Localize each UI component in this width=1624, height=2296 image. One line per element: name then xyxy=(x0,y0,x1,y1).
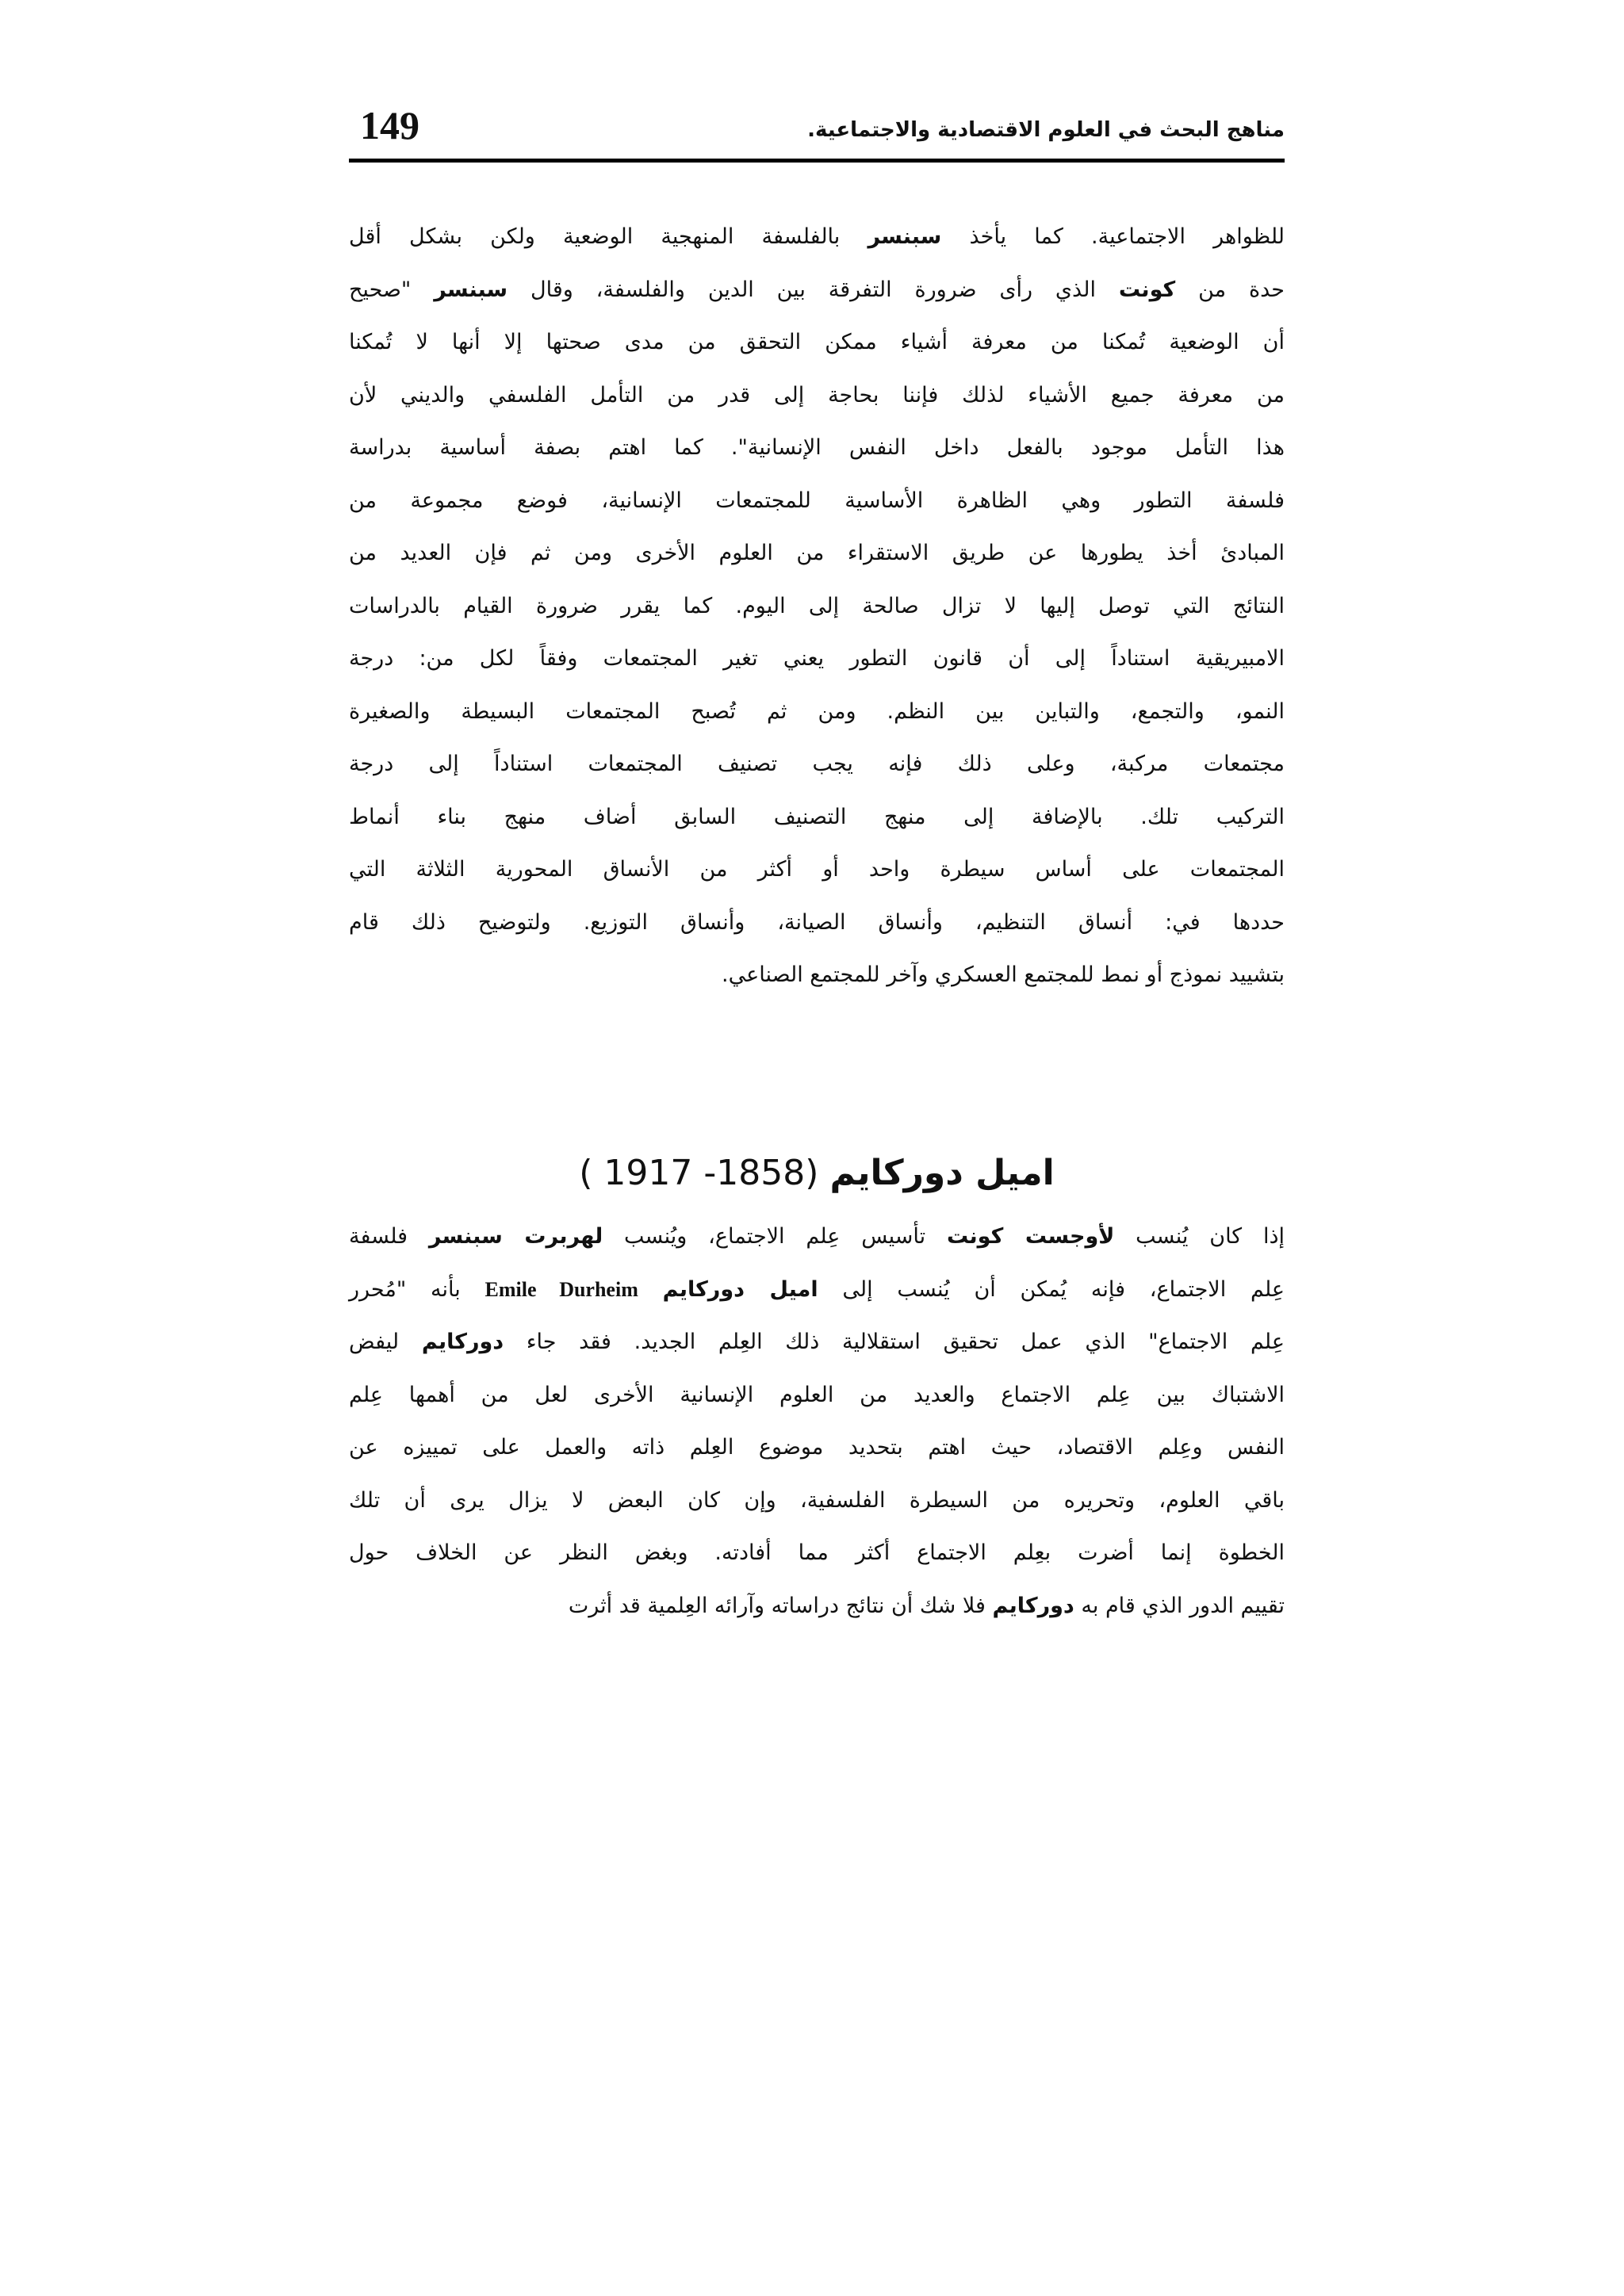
text-line xyxy=(349,1264,1285,1317)
text-run: النفس وعِلم الاقتصاد، حيث اهتم بتحديد موضوع العِلم ذاته والعمل على تمييزه عن xyxy=(349,1435,1285,1460)
text-line xyxy=(349,316,1285,369)
page-number: 149 xyxy=(360,103,419,147)
text-line xyxy=(349,1369,1285,1422)
text-line xyxy=(349,1580,1285,1633)
text-run: المبادئ أخذ يطورها عن طريق الاستقراء من العلوم الأخرى ومن ثم فإن العديد من xyxy=(349,541,1285,565)
text-run: تأسيس عِلم الاجتماع، ويُنسب xyxy=(603,1224,947,1249)
paragraph-spencer xyxy=(349,211,1285,1002)
latin-name: Emile Durheim xyxy=(485,1277,638,1301)
bold-name: دوركايم xyxy=(421,1330,504,1354)
running-title: مناهج البحث في العلوم الاقتصادية والاجتماعية. xyxy=(807,118,1285,142)
header-rule xyxy=(349,159,1285,163)
text-run: الاشتباك بين عِلم الاجتماع والعديد من العلوم الإنسانية الأخرى لعل من أهمها عِلم xyxy=(349,1382,1285,1407)
text-line xyxy=(349,949,1285,1002)
text-line xyxy=(349,1422,1285,1475)
text-line xyxy=(349,897,1285,950)
text-run: الذي رأى ضرورة التفرقة بين الدين والفلسفة، وقال xyxy=(508,277,1119,302)
text-run: بالفلسفة المنهجية الوضعية ولكن بشكل أقل xyxy=(349,224,868,249)
text-run: بتشييد نموذج أو نمط للمجتمع العسكري وآخر للمجتمع الصناعي. xyxy=(722,962,1285,987)
text-line xyxy=(349,1475,1285,1528)
text-run: من معرفة جميع الأشياء لذلك فإننا بحاجة إلى قدر من التأمل الفلسفي والديني لأن xyxy=(349,382,1285,408)
bold-name: لهربرت سبنسر xyxy=(428,1224,603,1249)
text-run: بأنه "مُحرر xyxy=(349,1276,485,1302)
bold-name: سبنسر xyxy=(868,224,942,249)
page-header xyxy=(349,101,1285,162)
text-line xyxy=(349,633,1285,686)
text-run: للظواهر الاجتماعية. كما يأخذ xyxy=(941,224,1285,249)
text-line xyxy=(349,1211,1285,1264)
text-line xyxy=(349,264,1285,317)
text-line xyxy=(349,580,1285,633)
text-run: ليفض xyxy=(349,1330,422,1354)
heading-dates: (1858- 1917 ) xyxy=(579,1153,819,1193)
text-line xyxy=(349,844,1285,897)
text-run: النمو، والتجمع، والتباين بين النظم. ومن ثم تُصبح المجتمعات البسيطة والصغيرة xyxy=(349,698,1285,724)
text-run: إذا كان يُنسب xyxy=(1114,1224,1285,1249)
text-line xyxy=(349,527,1285,580)
text-run: "صحيح xyxy=(349,277,435,302)
text-run: فلسفة التطور وهي الظاهرة الأساسية للمجتمعات الإنسانية، فوضع مجموعة من xyxy=(349,488,1285,513)
text-run: مجتمعات مركبة، وعلى ذلك فإنه يجب تصنيف المجتمعات استناداً إلى درجة xyxy=(349,752,1285,776)
text-run: المجتمعات على أساس سيطرة واحد أو أكثر من الأنساق المحورية الثلاثة التي xyxy=(349,857,1285,882)
text-run: عِلم الاجتماع" الذي عمل تحقيق استقلالية ذلك العِلم الجديد. فقد جاء xyxy=(504,1330,1285,1354)
text-run: حدة من xyxy=(1175,277,1285,302)
text-run: عِلم الاجتماع، فإنه يُمكن أن يُنسب إلى xyxy=(818,1276,1285,1302)
text-run: أن الوضعية تُمكنا من معرفة أشياء ممكن التحقق من مدى صحتها إلا أنها لا تُمكنا xyxy=(349,330,1285,354)
text-run: تقييم الدور الذي قام به xyxy=(1074,1593,1285,1618)
text-run: باقي العلوم، وتحريره من السيطرة الفلسفية، وإن كان البعض لا يزال يرى أن تلك xyxy=(349,1487,1285,1513)
text-run: فلسفة xyxy=(349,1224,429,1249)
text-run: حددها في: أنساق التنظيم، وأنساق الصيانة، وأنساق التوزيع. ولتوضيح ذلك قام xyxy=(349,909,1285,935)
heading-name: اميل دوركايم xyxy=(829,1153,1055,1193)
section-heading xyxy=(349,1142,1285,1205)
text-line xyxy=(349,1316,1285,1369)
text-run: التركيب تلك. بالإضافة إلى منهج التصنيف السابق أضاف منهج بناء أنماط xyxy=(349,804,1285,829)
text-run: هذا التأمل موجود بالفعل داخل النفس الإنسانية". كما اهتم بصفة أساسية بدراسة xyxy=(349,435,1285,460)
bold-name: سبنسر xyxy=(434,277,508,302)
bold-name: كونت xyxy=(1118,277,1176,302)
text-line xyxy=(349,369,1285,423)
text-line xyxy=(349,686,1285,739)
text-run xyxy=(638,1277,663,1302)
text-line xyxy=(349,211,1285,264)
text-line xyxy=(349,1527,1285,1580)
text-run: الخطوة إنما أضرت بعِلم الاجتماع أكثر مما أفادته. وبغض النظر عن الخلاف حول xyxy=(349,1540,1285,1565)
text-line xyxy=(349,738,1285,791)
paragraph-durkheim xyxy=(349,1211,1285,1632)
text-run: النتائج التي توصل إليها لا تزال صالحة إلى اليوم. كما يقرر ضرورة القيام بالدراسات xyxy=(349,593,1285,618)
text-line xyxy=(349,791,1285,844)
text-run: الامبيريقية استناداً إلى أن قانون التطور يعني تغير المجتمعات وفقاً لكل من: درجة xyxy=(349,646,1285,671)
text-run: فلا شك أن نتائج دراساته وآرائه العِلمية قد أثرت xyxy=(568,1593,993,1618)
text-line xyxy=(349,475,1285,528)
text-line xyxy=(349,422,1285,475)
bold-name: اميل دوركايم xyxy=(662,1276,818,1302)
bold-name: دوركايم xyxy=(992,1593,1074,1618)
bold-name: لأوجست كونت xyxy=(946,1224,1115,1249)
